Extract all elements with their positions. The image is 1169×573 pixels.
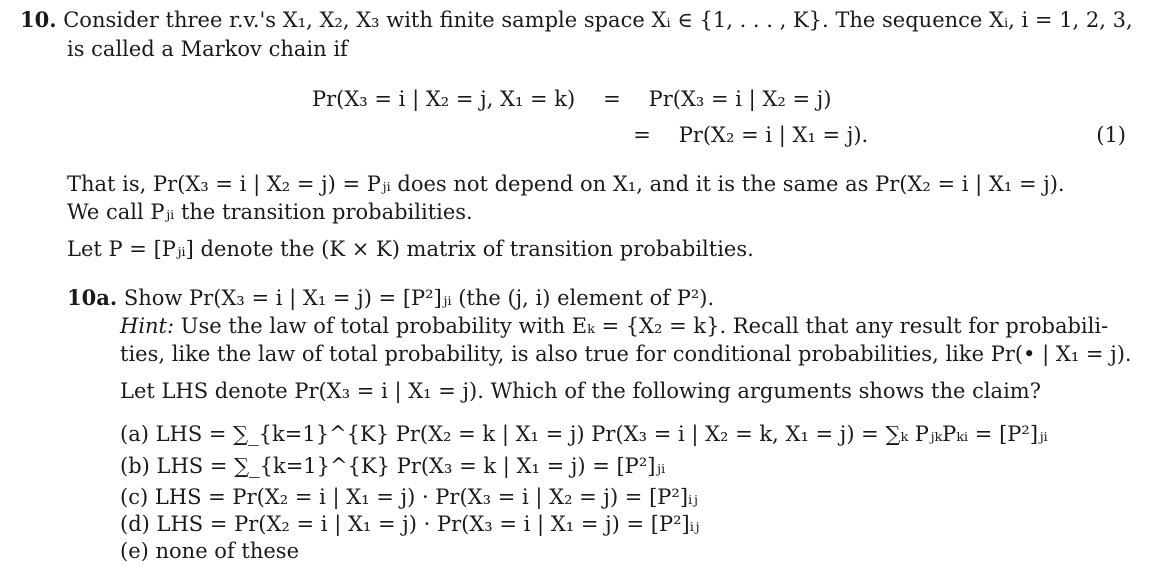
eq1-rhs: Pr(X₃ = i | X₂ = j) [648,87,832,111]
equation-line-2 [612,122,868,149]
option-b-label: (b) [120,454,150,478]
option-e-text: none of these [155,539,299,563]
problem-number: 10. [20,7,57,32]
option-e-label: (e) [120,539,149,563]
option-c-label: (c) [120,485,149,509]
intro-text-a: Consider three r.v.'s X₁, X₂, X₃ with finite sample space Xᵢ ∈ {1, . . . , K}. The sequence Xᵢ, i = 1, 2, 3, [63,8,1133,32]
thatis-line-b: We call Pⱼᵢ the transition probabilities. [67,200,473,224]
part-a-show-text: Show Pr(X₃ = i | X₁ = j) = [P²]ⱼᵢ (the (j, i) element of P²). [123,286,715,310]
hint-text-a: Use the law of total probability with Eₖ = {X₂ = k}. Recall that any result for probabili- [180,314,1109,338]
equation-line-1 [312,86,831,113]
option-b-text: LHS = ∑_{k=1}^{K} Pr(X₃ = k | X₁ = j) = [P²]ⱼᵢ [156,454,666,478]
option-b[interactable] [120,453,665,480]
option-d-text: LHS = Pr(X₂ = i | X₁ = j) · Pr(X₃ = i | X₁ = j) = [P²]ᵢⱼ [156,512,700,536]
part-a-label: 10a. [67,285,118,310]
hint-label: Hint: [120,314,175,338]
option-c[interactable] [120,484,698,511]
option-d[interactable] [120,511,699,538]
eq1-lhs: Pr(X₃ = i | X₂ = j, X₁ = k) [312,87,576,111]
hint-line-b: ties, like the law of total probability, is also true for conditional probabilities, like Pr(• | X₁ = j). [120,342,1132,366]
option-a-text: LHS = ∑_{k=1}^{K} Pr(X₂ = k | X₁ = j) Pr(X₃ = i | X₂ = k, X₁ = j) = ∑ₖ PⱼₖPₖᵢ = [P²]ⱼᵢ [155,422,1048,446]
option-d-label: (d) [120,512,150,536]
intro-text-b: is called a Markov chain if [67,37,348,61]
equation-number: (1) [1096,123,1126,147]
option-c-text: LHS = Pr(X₂ = i | X₁ = j) · Pr(X₃ = i | X₂ = j) = [P²]ᵢⱼ [154,485,698,509]
question-line: Let LHS denote Pr(X₃ = i | X₁ = j). Which of the following arguments shows the claim? [120,379,1041,403]
eq2-equals: = [633,123,651,147]
hint-line-a [120,313,1108,340]
option-e[interactable] [120,538,299,565]
option-a[interactable] [120,421,1048,448]
eq2-rhs: Pr(X₂ = i | X₁ = j). [678,123,869,147]
thatis-line-a: That is, Pr(X₃ = i | X₂ = j) = Pⱼᵢ does not depend on X₁, and it is the same as Pr(X₂ = i | X₁ = j). [67,172,1065,196]
option-a-label: (a) [120,422,149,446]
let-p-line: Let P = [Pⱼᵢ] denote the (K × K) matrix of transition probabilties. [67,237,754,261]
problem-intro-line1 [20,6,1133,34]
eq1-equals: = [603,87,621,111]
part-a-show [67,284,714,312]
